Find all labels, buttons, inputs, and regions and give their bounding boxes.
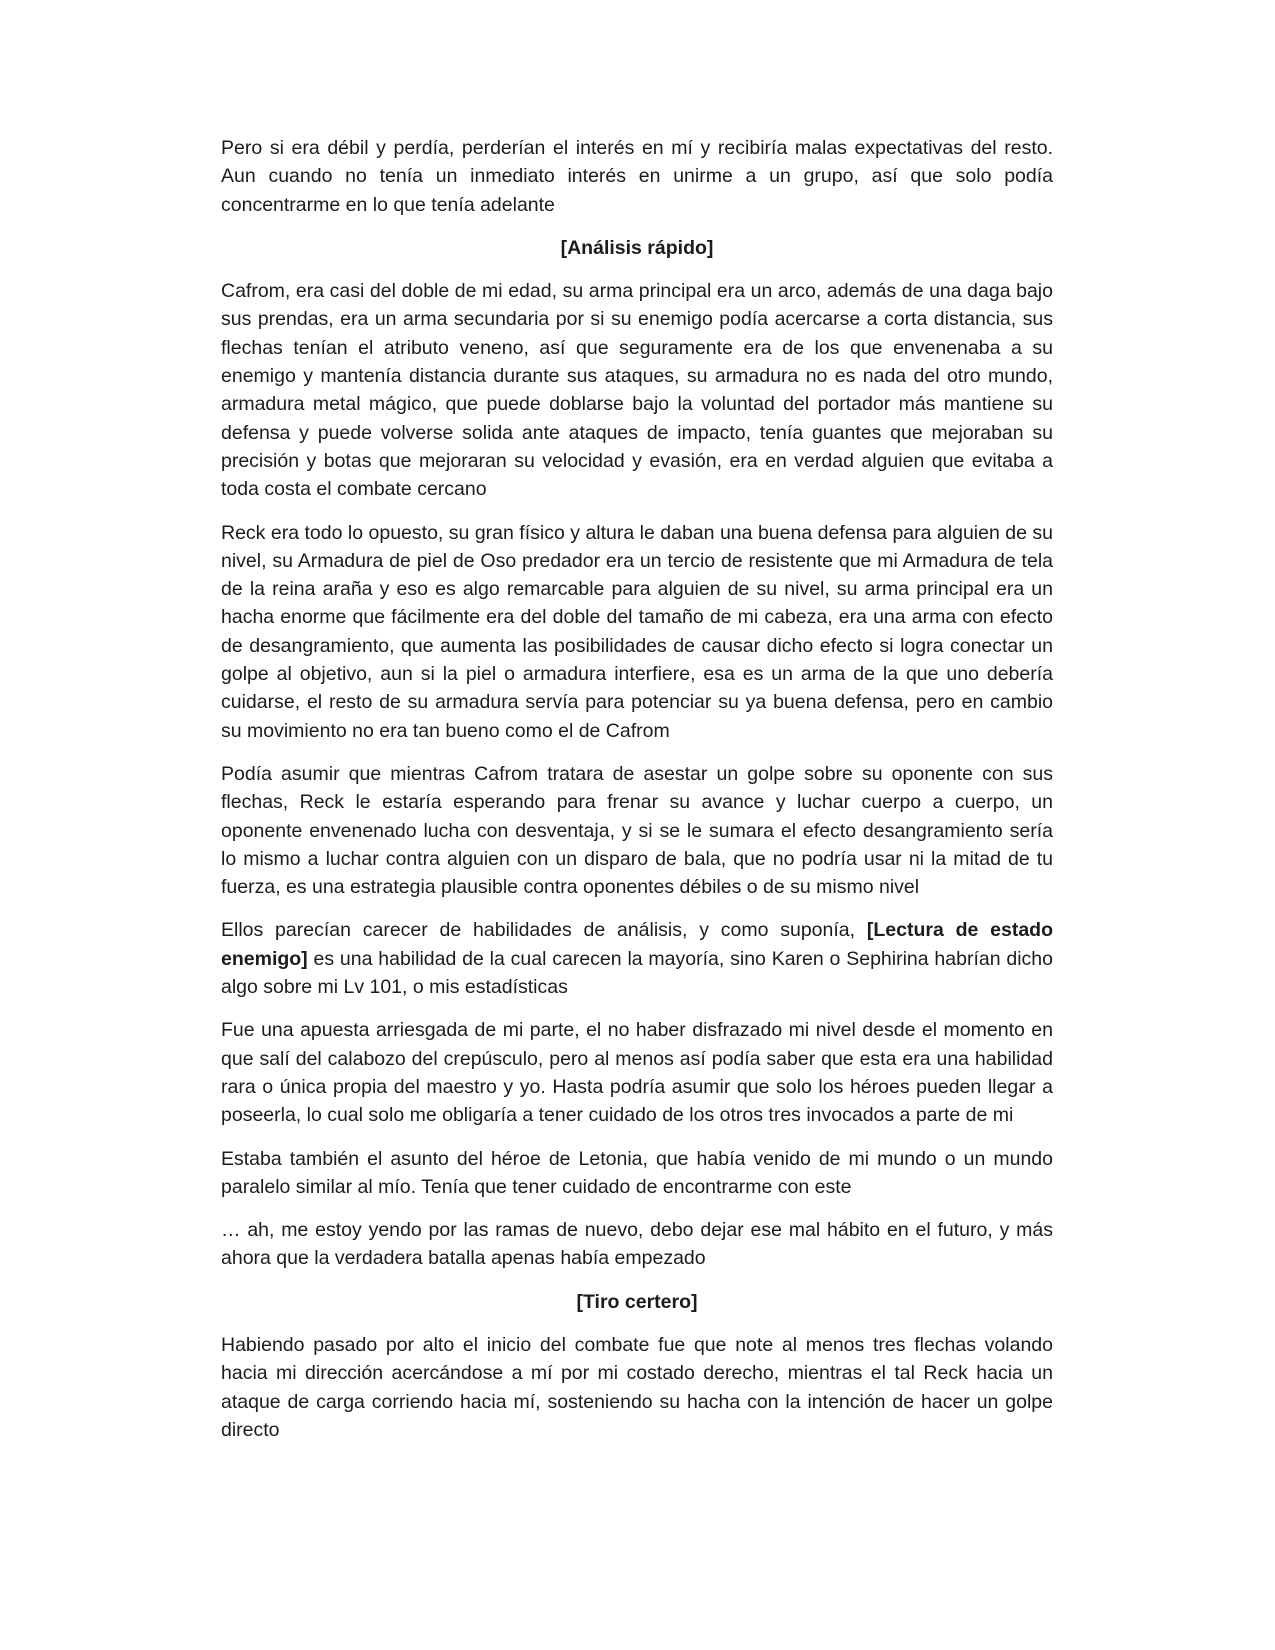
- paragraph: … ah, me estoy yendo por las ramas de nuevo, debo dejar ese mal hábito en el futuro, y más ahora que la verdadera batalla apenas había empezado: [221, 1219, 1053, 1270]
- document-page: [221, 134, 1053, 1459]
- paragraph: Estaba también el asunto del héroe de Letonia, que había venido de mi mundo o un mundo paralelo similar al mío. Tenía que tener cuidado de encontrarme con este: [221, 1147, 1053, 1198]
- paragraph: Cafrom, era casi del doble de mi edad, su arma principal era un arco, además de una daga bajo sus prendas, era un arma secundaria por si su enemigo podía acercarse a corta distancia, sus flechas tenían el atributo veneno, así que seguramente era de los que envenenaba a su enemigo y mantenía distancia durante sus ataques, su armadura no es nada del otro mundo, armadura metal mágico, que puede doblarse bajo la voluntad del portador más mantiene su defensa y puede volverse solida ante ataques de impacto, tenía guantes que mejoraban su precisión y botas que mejoraran su velocidad y evasión, era en verdad alguien que evitaba a toda costa el combate cercano: [221, 280, 1053, 501]
- paragraph: Reck era todo lo opuesto, su gran físico y altura le daban una buena defensa para alguien de su nivel, su Armadura de piel de Oso predador era un tercio de resistente que mi Armadura de tela de la reina araña y eso es algo remarcable para alguien de su nivel, su arma principal era un hacha enorme que fácilmente era del doble del tamaño de mi cabeza, era una arma con efecto de desangramiento, que aumenta las posibilidades de causar dicho efecto si logra conectar un golpe al objetivo, aun si la piel o armadura interfiere, esa es un arma de la que uno debería cuidarse, el resto de su armadura servía para potenciar su ya buena defensa, pero en cambio su movimiento no era tan bueno como el de Cafrom: [221, 521, 1053, 742]
- section-heading-analisis-rapido: [Análisis rápido]: [560, 236, 714, 259]
- paragraph-text: Ellos parecían carecer de habilidades de análisis, y como suponía,: [221, 919, 867, 942]
- paragraph: Habiendo pasado por alto el inicio del combate fue que note al menos tres flechas volando hacia mi dirección acercándose a mí por mi costado derecho, mientras el tal Reck hacia un ataque de carga corriendo hacia mí, sosteniendo su hacha con la intención de hacer un golpe directo: [221, 1333, 1053, 1441]
- paragraph: Pero si era débil y perdía, perderían el interés en mí y recibiría malas expectativas del resto. Aun cuando no tenía un inmediato interés en unirme a un grupo, así que solo podía concentrarme en lo que tenía adelante: [221, 137, 1053, 216]
- paragraph: Fue una apuesta arriesgada de mi parte, el no haber disfrazado mi nivel desde el momento en que salí del calabozo del crepúsculo, pero al menos así podía saber que esta era una habilidad rara o única propia del maestro y yo. Hasta podría asumir que solo los héroes pueden llegar a poseerla, lo cual solo me obligaría a tener cuidado de los otros tres invocados a parte de mi: [221, 1019, 1053, 1127]
- skill-name-bold: [Lectura de estado enemigo]: [221, 919, 1053, 970]
- paragraph: Podía asumir que mientras Cafrom tratara de asestar un golpe sobre su oponente con sus flechas, Reck le estaría esperando para frenar su avance y luchar cuerpo a cuerpo, un oponente envenenado lucha con desventaja, y si se le sumara el efecto desangramiento sería lo mismo a luchar contra alguien con un disparo de bala, que no podría usar ni la mitad de tu fuerza, es una estrategia plausible contra oponentes débiles o de su mismo nivel: [221, 762, 1053, 899]
- paragraph-text: es una habilidad de la cual carecen la mayoría, sino Karen o Sephirina habrían dicho algo sobre mi Lv 101, o mis estadísticas: [221, 947, 1053, 999]
- paragraph-with-skill: [221, 916, 1053, 1001]
- section-heading-tiro-certero: [Tiro certero]: [576, 1290, 698, 1313]
